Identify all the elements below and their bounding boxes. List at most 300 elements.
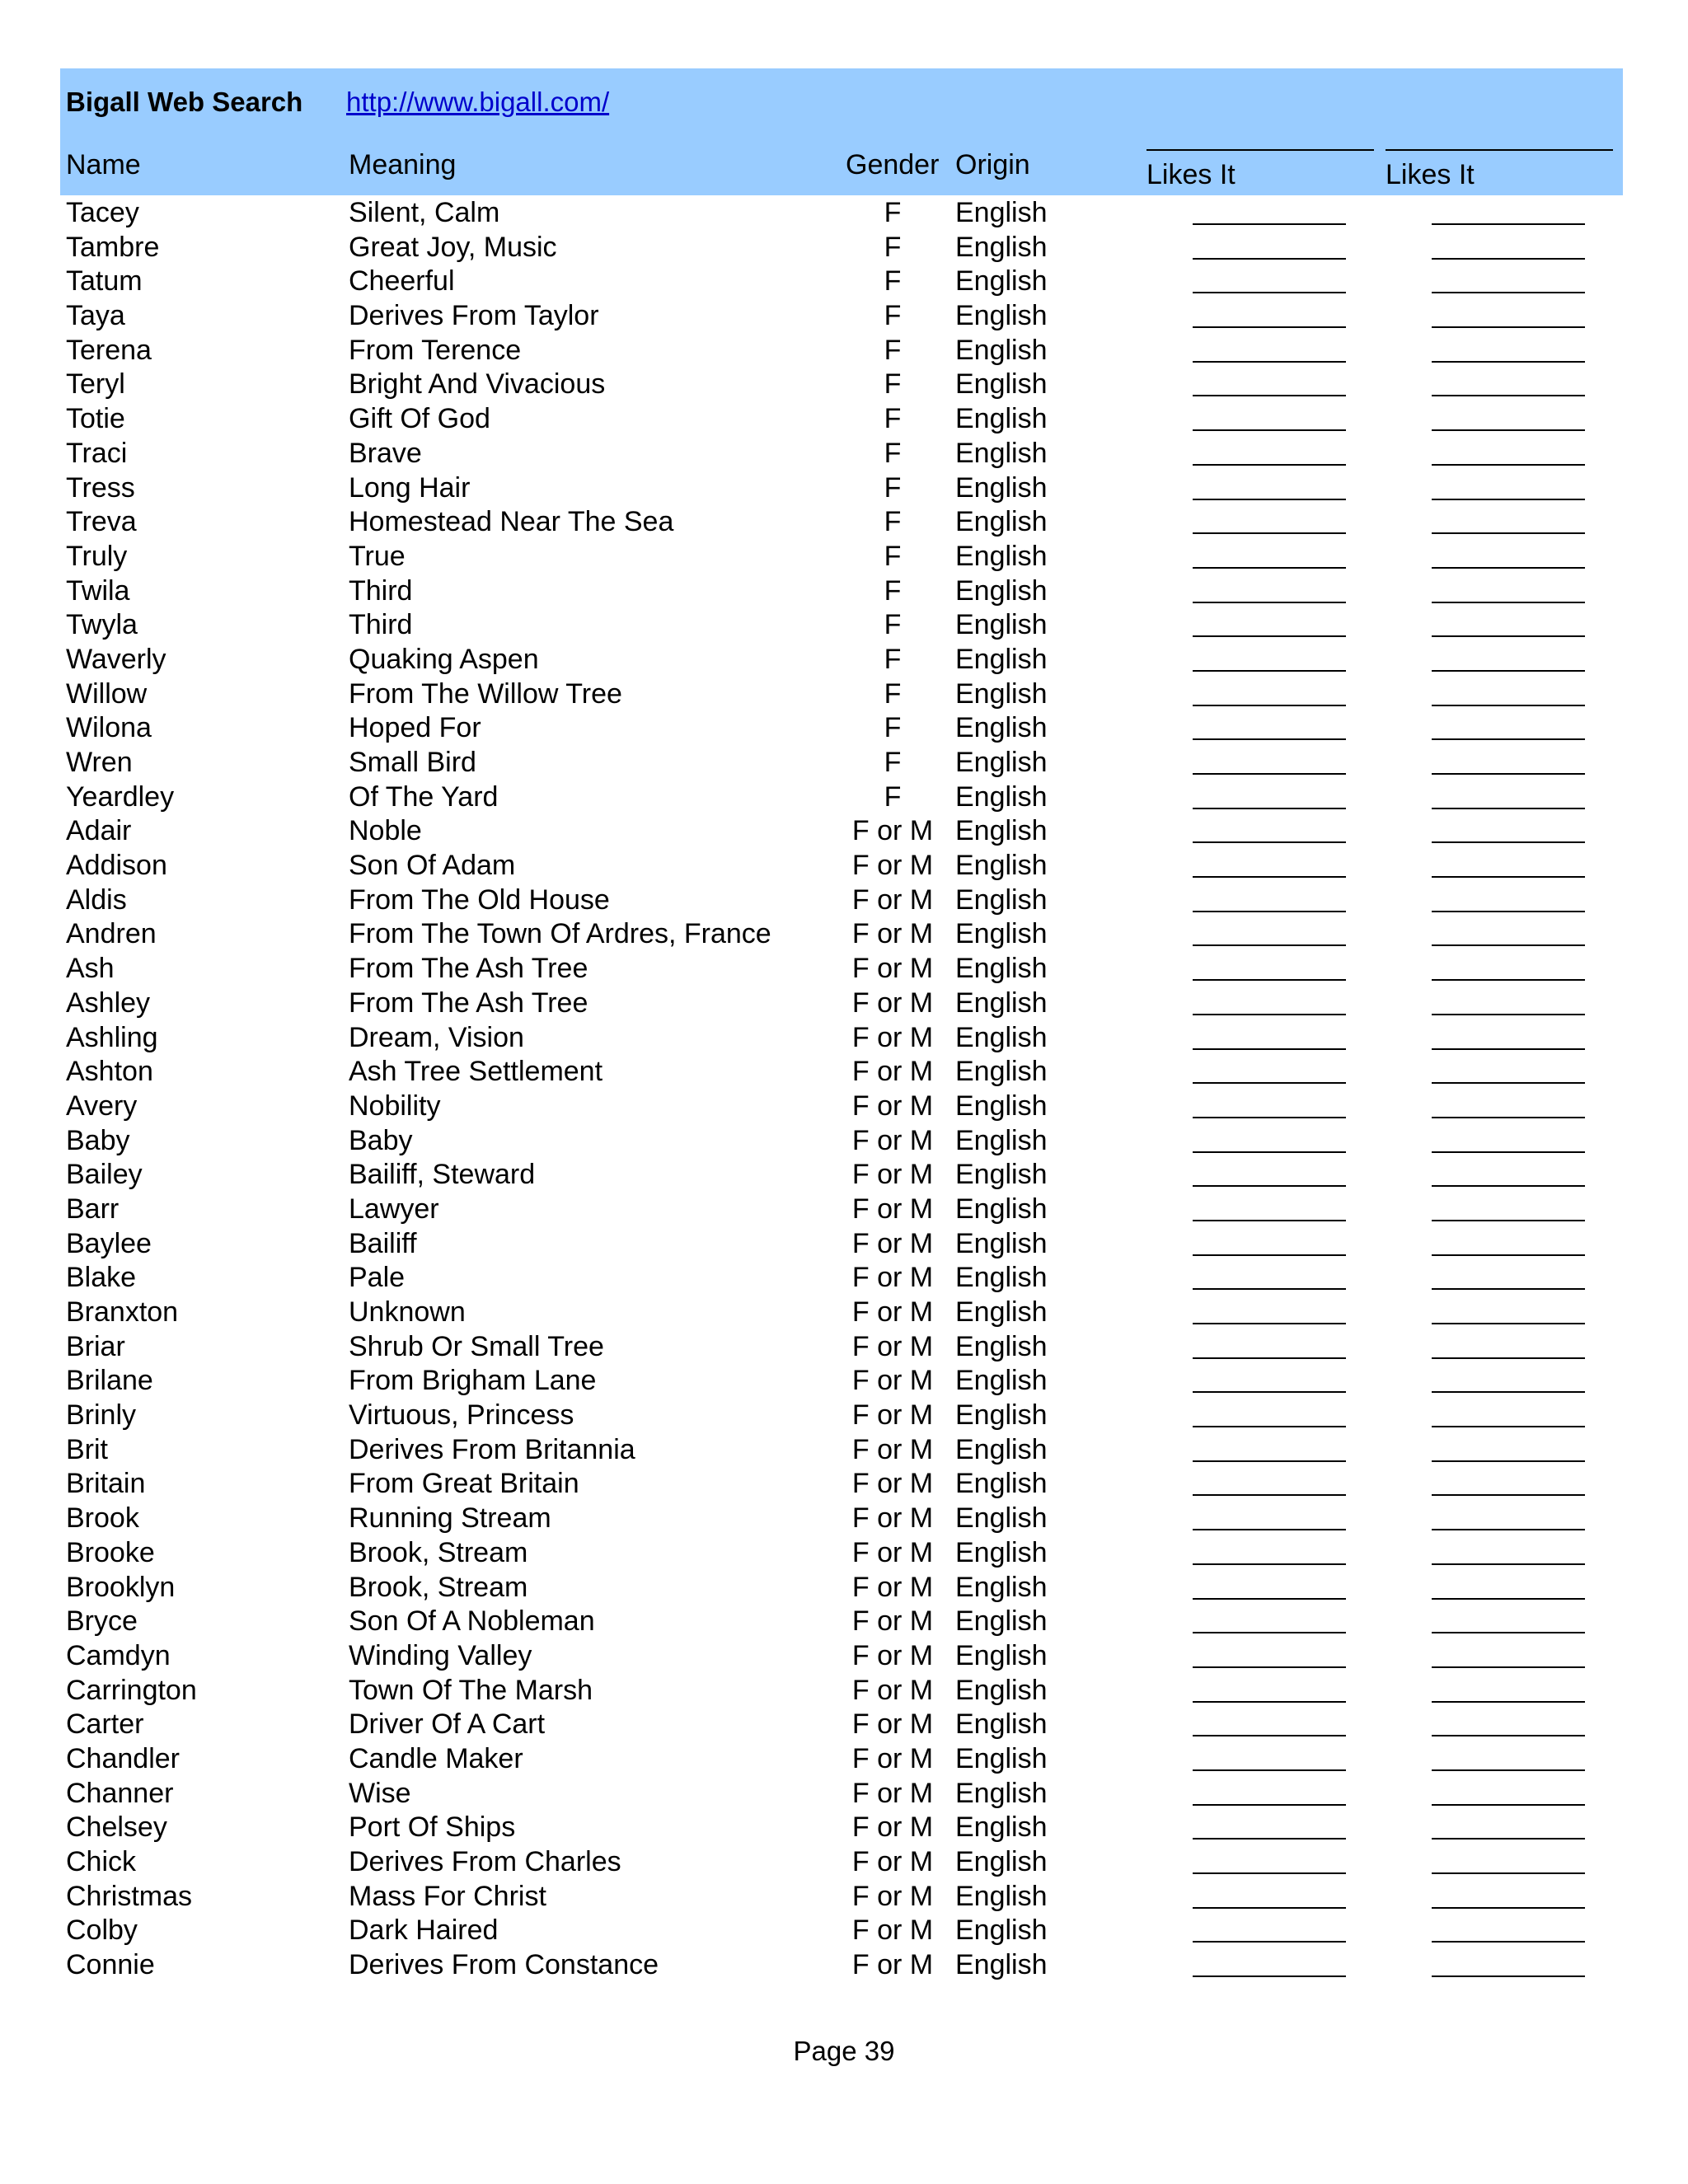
table-row — [0, 1948, 1688, 1983]
meaning-cell: Derives From Charles — [349, 1846, 621, 1877]
likes-it-blank-1[interactable] — [1193, 1563, 1346, 1565]
table-row — [0, 1502, 1688, 1536]
table-row — [0, 1193, 1688, 1227]
gender-cell: F or M — [851, 1880, 934, 1912]
name-cell: Andren — [66, 918, 157, 950]
gender-cell: F or M — [851, 1468, 934, 1500]
gender-cell: F or M — [851, 815, 934, 847]
likes-it-blank-1[interactable] — [1193, 1907, 1346, 1909]
name-cell: Chelsey — [66, 1811, 167, 1844]
gender-cell: F — [884, 643, 902, 675]
name-cell: Bailey — [66, 1159, 143, 1191]
meaning-cell: Small Bird — [349, 747, 476, 778]
likes-it-blank-2[interactable] — [1432, 1941, 1585, 1943]
origin-cell: English — [955, 918, 1048, 950]
origin-cell: English — [955, 506, 1048, 538]
name-cell: Aldis — [66, 883, 127, 916]
meaning-cell: Ash Tree Settlement — [349, 1056, 603, 1088]
name-cell: Barr — [66, 1193, 120, 1225]
meaning-cell: Son Of A Nobleman — [349, 1605, 595, 1638]
name-cell: Blake — [66, 1262, 137, 1294]
meaning-cell: Dark Haired — [349, 1915, 499, 1947]
origin-cell: English — [955, 1708, 1048, 1741]
likes-it-blank-2[interactable] — [1432, 602, 1585, 603]
origin-cell: English — [955, 677, 1048, 710]
name-cell: Branxton — [66, 1296, 179, 1328]
meaning-cell: Derives From Taylor — [349, 300, 599, 332]
likes-it-blank-2[interactable] — [1432, 808, 1585, 809]
likes-it-blank-1[interactable] — [1193, 1804, 1346, 1806]
likes-it-blank-2[interactable] — [1432, 705, 1585, 706]
origin-cell: English — [955, 747, 1048, 778]
likes-it-blank-2[interactable] — [1432, 1529, 1585, 1530]
name-cell: Yeardley — [66, 780, 175, 813]
likes-it-blank-1[interactable] — [1193, 1117, 1346, 1118]
likes-it-blank-1[interactable] — [1193, 602, 1346, 603]
likes-it-blank-1[interactable] — [1193, 1529, 1346, 1530]
gender-cell: F — [884, 609, 902, 641]
gender-cell: F or M — [851, 1811, 934, 1844]
name-cell: Chick — [66, 1846, 137, 1877]
origin-cell: English — [955, 1846, 1048, 1877]
likes-it-blank-1[interactable] — [1193, 1838, 1346, 1840]
table-row — [0, 1742, 1688, 1777]
likes-it-blank-2[interactable] — [1432, 1220, 1585, 1221]
name-cell: Camdyn — [66, 1639, 171, 1671]
table-row — [0, 1021, 1688, 1056]
table-row — [0, 1880, 1688, 1915]
likes-it-blank-2[interactable] — [1432, 1082, 1585, 1084]
likes-it-blank-2[interactable] — [1432, 223, 1585, 225]
gender-cell: F — [884, 574, 902, 607]
meaning-cell: Long Hair — [349, 471, 471, 504]
table-row — [0, 917, 1688, 952]
meaning-cell: From The Town Of Ardres, France — [349, 918, 771, 950]
table-row — [0, 849, 1688, 883]
likes-it-blank-2[interactable] — [1432, 635, 1585, 637]
gender-cell: F — [884, 300, 902, 332]
likes-it-blank-1[interactable] — [1193, 1494, 1346, 1496]
gender-cell: F — [884, 437, 902, 469]
origin-cell: English — [955, 1502, 1048, 1535]
likes-it-blank-2[interactable] — [1432, 1048, 1585, 1050]
name-cell: Tress — [66, 471, 135, 504]
gender-cell: F or M — [851, 1399, 934, 1432]
name-cell: Tacey — [66, 197, 139, 228]
gender-cell: F or M — [851, 1777, 934, 1809]
meaning-cell: Baby — [349, 1124, 413, 1156]
gender-cell: F — [884, 265, 902, 298]
gender-cell: F or M — [851, 883, 934, 916]
gender-cell: F or M — [851, 1193, 934, 1225]
origin-cell: English — [955, 437, 1048, 469]
gender-cell: F or M — [851, 1056, 934, 1088]
likes-it-blank-2[interactable] — [1432, 292, 1585, 293]
table-row — [0, 231, 1688, 265]
gender-cell: F or M — [851, 850, 934, 882]
name-cell: Treva — [66, 506, 137, 538]
table-row — [0, 1639, 1688, 1674]
likes-it-blank-1[interactable] — [1193, 223, 1346, 225]
meaning-cell: Derives From Constance — [349, 1949, 659, 1981]
likes-it-blank-1[interactable] — [1193, 258, 1346, 260]
table-row — [0, 574, 1688, 609]
likes-it-blank-1[interactable] — [1193, 292, 1346, 293]
table-row — [0, 814, 1688, 849]
likes-it-blank-1[interactable] — [1193, 1185, 1346, 1187]
table-row — [0, 1399, 1688, 1433]
name-cell: Baby — [66, 1124, 130, 1156]
likes-it-blank-1[interactable] — [1193, 1872, 1346, 1874]
meaning-cell: Virtuous, Princess — [349, 1399, 574, 1432]
origin-cell: English — [955, 953, 1048, 985]
meaning-cell: Driver Of A Cart — [349, 1708, 546, 1741]
likes-it-blank-1[interactable] — [1193, 1391, 1346, 1393]
table-row — [0, 505, 1688, 540]
meaning-cell: Bailiff — [349, 1227, 417, 1259]
gender-cell: F or M — [851, 1742, 934, 1774]
likes-it-blank-2[interactable] — [1432, 1838, 1585, 1840]
origin-cell: English — [955, 1639, 1048, 1671]
likes-it-blank-1[interactable] — [1193, 738, 1346, 740]
gender-cell: F or M — [851, 1571, 934, 1603]
origin-cell: English — [955, 1811, 1048, 1844]
table-row — [0, 1364, 1688, 1399]
likes-it-blank-2[interactable] — [1432, 1014, 1585, 1015]
meaning-cell: Cheerful — [349, 265, 455, 298]
likes-it-blank-1[interactable] — [1193, 1941, 1346, 1943]
gender-cell: F or M — [851, 1536, 934, 1568]
likes-it-blank-1[interactable] — [1193, 670, 1346, 672]
origin-cell: English — [955, 1777, 1048, 1809]
meaning-cell: Great Joy, Music — [349, 231, 557, 263]
name-cell: Christmas — [66, 1880, 193, 1912]
likes-it-blank-2[interactable] — [1432, 1735, 1585, 1736]
likes-it-blank-2[interactable] — [1432, 1323, 1585, 1324]
column-header-meaning: Meaning — [349, 149, 457, 180]
name-cell: Chandler — [66, 1742, 180, 1774]
table-row — [0, 1433, 1688, 1468]
meaning-cell: From The Ash Tree — [349, 953, 588, 985]
meaning-cell: Dream, Vision — [349, 1021, 524, 1053]
table-row — [0, 1330, 1688, 1365]
likes-it-blank-1[interactable] — [1193, 1220, 1346, 1221]
column-header-name: Name — [66, 149, 141, 180]
likes-it-blank-2[interactable] — [1432, 1598, 1585, 1600]
table-row — [0, 1090, 1688, 1124]
meaning-cell: Winding Valley — [349, 1639, 532, 1671]
likes-it-blank-1[interactable] — [1193, 1632, 1346, 1633]
signature-line — [1146, 149, 1374, 151]
table-row — [0, 368, 1688, 402]
meaning-cell: Hoped For — [349, 712, 481, 744]
column-header-likes-1 — [1146, 159, 1236, 191]
likes-it-blank-2[interactable] — [1432, 1494, 1585, 1496]
origin-cell: English — [955, 1262, 1048, 1294]
likes-it-blank-1[interactable] — [1193, 1735, 1346, 1736]
name-cell: Britain — [66, 1468, 146, 1500]
origin-cell: English — [955, 1193, 1048, 1225]
meaning-cell: Lawyer — [349, 1193, 439, 1225]
name-cell: Brooklyn — [66, 1571, 176, 1603]
likes-it-blank-1[interactable] — [1193, 1598, 1346, 1600]
gender-cell: F — [884, 506, 902, 538]
origin-cell: English — [955, 712, 1048, 744]
likes-it-blank-2[interactable] — [1432, 499, 1585, 500]
table-row — [0, 677, 1688, 712]
origin-cell: English — [955, 1124, 1048, 1156]
likes-it-blank-2[interactable] — [1432, 911, 1585, 912]
origin-cell: English — [955, 368, 1048, 401]
likes-it-blank-2[interactable] — [1432, 841, 1585, 843]
likes-it-blank-2[interactable] — [1432, 1632, 1585, 1633]
meaning-cell: Town Of The Marsh — [349, 1674, 593, 1706]
meaning-cell: Silent, Calm — [349, 197, 500, 228]
table-row — [0, 1261, 1688, 1296]
likes-it-blank-2[interactable] — [1432, 738, 1585, 740]
origin-cell: English — [955, 643, 1048, 675]
gender-cell: F or M — [851, 987, 934, 1019]
likes-it-blank-2[interactable] — [1432, 1769, 1585, 1771]
table-row — [0, 1708, 1688, 1742]
table-row — [0, 265, 1688, 299]
origin-cell: English — [955, 1571, 1048, 1603]
likes-it-blank-1[interactable] — [1193, 395, 1346, 396]
origin-cell: English — [955, 574, 1048, 607]
likes-it-blank-1[interactable] — [1193, 532, 1346, 534]
likes-it-blank-2[interactable] — [1432, 1151, 1585, 1153]
meaning-cell: Shrub Or Small Tree — [349, 1330, 604, 1362]
column-header-origin: Origin — [955, 149, 1030, 180]
origin-cell: English — [955, 609, 1048, 641]
column-header-gender: Gender — [846, 149, 940, 180]
table-row — [0, 1914, 1688, 1948]
meaning-cell: Mass For Christ — [349, 1880, 546, 1912]
gender-cell: F — [884, 231, 902, 263]
table-row — [0, 1158, 1688, 1193]
name-cell: Carter — [66, 1708, 144, 1741]
likes-it-blank-2[interactable] — [1432, 1563, 1585, 1565]
origin-cell: English — [955, 1915, 1048, 1947]
meaning-cell: True — [349, 540, 406, 572]
gender-cell: F — [884, 471, 902, 504]
meaning-cell: Homestead Near The Sea — [349, 506, 674, 538]
name-cell: Ashton — [66, 1056, 153, 1088]
likes-it-blank-1[interactable] — [1193, 429, 1346, 431]
likes-it-blank-2[interactable] — [1432, 532, 1585, 534]
likes-it-blank-2[interactable] — [1432, 979, 1585, 981]
likes-it-blank-1[interactable] — [1193, 1666, 1346, 1668]
likes-it-blank-2[interactable] — [1432, 1185, 1585, 1187]
likes-it-blank-1[interactable] — [1193, 1014, 1346, 1015]
table-row — [0, 1845, 1688, 1880]
likes-it-blank-1[interactable] — [1193, 1426, 1346, 1427]
gender-cell: F or M — [851, 1296, 934, 1328]
likes-it-blank-1[interactable] — [1193, 326, 1346, 328]
name-cell: Connie — [66, 1949, 155, 1981]
origin-cell: English — [955, 815, 1048, 847]
origin-cell: English — [955, 1330, 1048, 1362]
likes-it-blank-2[interactable] — [1432, 1426, 1585, 1427]
gender-cell: F — [884, 780, 902, 813]
origin-cell: English — [955, 850, 1048, 882]
name-cell: Tambre — [66, 231, 160, 263]
likes-it-blank-1[interactable] — [1193, 911, 1346, 912]
likes-it-blank-2[interactable] — [1432, 876, 1585, 878]
likes-it-blank-1[interactable] — [1193, 1769, 1346, 1771]
meaning-cell: From The Willow Tree — [349, 677, 622, 710]
likes-it-blank-1[interactable] — [1193, 499, 1346, 500]
likes-it-blank-1[interactable] — [1193, 1151, 1346, 1153]
name-cell: Briar — [66, 1330, 125, 1362]
column-header-likes-2 — [1386, 159, 1475, 191]
table-row — [0, 1605, 1688, 1639]
table-header-band — [60, 68, 1623, 195]
likes-it-blank-2[interactable] — [1432, 1975, 1585, 1977]
table-row — [0, 780, 1688, 815]
likes-it-blank-2[interactable] — [1432, 429, 1585, 431]
likes-it-blank-2[interactable] — [1432, 1804, 1585, 1806]
table-row — [0, 1124, 1688, 1159]
name-cell: Addison — [66, 850, 167, 882]
origin-cell: English — [955, 1536, 1048, 1568]
likes-it-blank-1[interactable] — [1193, 1048, 1346, 1050]
likes-it-blank-2[interactable] — [1432, 1907, 1585, 1909]
likes-it-blank-2[interactable] — [1432, 944, 1585, 946]
likes-it-blank-1[interactable] — [1193, 1288, 1346, 1290]
gender-cell: F — [884, 747, 902, 778]
origin-cell: English — [955, 1159, 1048, 1191]
likes-it-blank-2[interactable] — [1432, 670, 1585, 672]
table-row — [0, 608, 1688, 643]
likes-it-blank-2[interactable] — [1432, 1460, 1585, 1462]
likes-it-blank-2[interactable] — [1432, 1254, 1585, 1256]
name-cell: Brilane — [66, 1365, 153, 1397]
page-number: Page 39 — [793, 2036, 895, 2066]
likes-it-blank-2[interactable] — [1432, 1666, 1585, 1668]
name-cell: Bryce — [66, 1605, 138, 1638]
origin-cell: English — [955, 883, 1048, 916]
table-row — [0, 1811, 1688, 1845]
meaning-cell: From Terence — [349, 334, 522, 366]
origin-cell: English — [955, 780, 1048, 813]
gender-cell: F or M — [851, 1915, 934, 1947]
likes-it-blank-1[interactable] — [1193, 944, 1346, 946]
origin-cell: English — [955, 1056, 1048, 1088]
likes-it-blank-2[interactable] — [1432, 773, 1585, 775]
likes-it-blank-2[interactable] — [1432, 1357, 1585, 1359]
likes-it-blank-1[interactable] — [1193, 773, 1346, 775]
meaning-cell: Running Stream — [349, 1502, 551, 1535]
likes-it-blank-1[interactable] — [1193, 1254, 1346, 1256]
meaning-cell: Of The Yard — [349, 780, 499, 813]
likes-it-blank-2[interactable] — [1432, 1701, 1585, 1703]
meaning-cell: Wise — [349, 1777, 411, 1809]
gender-cell: F or M — [851, 1502, 934, 1535]
table-row — [0, 1227, 1688, 1262]
gender-cell: F — [884, 334, 902, 366]
table-row — [0, 883, 1688, 918]
gender-cell: F or M — [851, 1124, 934, 1156]
name-cell: Brooke — [66, 1536, 155, 1568]
meaning-cell: Nobility — [349, 1090, 441, 1122]
meaning-cell: Pale — [349, 1262, 406, 1294]
likes-it-blank-1[interactable] — [1193, 1460, 1346, 1462]
likes-it-blank-1[interactable] — [1193, 1323, 1346, 1324]
likes-it-blank-1[interactable] — [1193, 361, 1346, 363]
gender-cell: F — [884, 540, 902, 572]
likes-it-blank-2[interactable] — [1432, 464, 1585, 466]
meaning-cell: Son Of Adam — [349, 850, 516, 882]
name-cell: Twyla — [66, 609, 138, 641]
name-cell: Ashley — [66, 987, 151, 1019]
likes-it-blank-2[interactable] — [1432, 395, 1585, 396]
origin-cell: English — [955, 1742, 1048, 1774]
site-link[interactable]: http://www.bigall.com/ — [346, 87, 610, 117]
table-row — [0, 1777, 1688, 1811]
name-cell: Colby — [66, 1915, 138, 1947]
name-cell: Tatum — [66, 265, 143, 298]
name-cell: Brinly — [66, 1399, 137, 1432]
origin-cell: English — [955, 1468, 1048, 1500]
gender-cell: F or M — [851, 1090, 934, 1122]
origin-cell: English — [955, 231, 1048, 263]
likes-it-blank-1[interactable] — [1193, 705, 1346, 706]
likes-it-blank-1[interactable] — [1193, 464, 1346, 466]
origin-cell: English — [955, 1365, 1048, 1397]
gender-cell: F or M — [851, 1605, 934, 1638]
origin-cell: English — [955, 403, 1048, 435]
likes-it-blank-2[interactable] — [1432, 1117, 1585, 1118]
likes-it-blank-1[interactable] — [1193, 567, 1346, 569]
likes-it-blank-1[interactable] — [1193, 876, 1346, 878]
name-cell: Truly — [66, 540, 128, 572]
likes-it-blank-2[interactable] — [1432, 326, 1585, 328]
table-row — [0, 711, 1688, 746]
likes-it-blank-1[interactable] — [1193, 635, 1346, 637]
likes-it-blank-1[interactable] — [1193, 979, 1346, 981]
gender-cell: F — [884, 712, 902, 744]
likes-it-blank-1[interactable] — [1193, 808, 1346, 809]
table-row — [0, 402, 1688, 437]
gender-cell: F or M — [851, 1021, 934, 1053]
gender-cell: F or M — [851, 1330, 934, 1362]
likes-it-blank-1[interactable] — [1193, 1357, 1346, 1359]
likes-it-blank-1[interactable] — [1193, 1975, 1346, 1977]
likes-it-blank-2[interactable] — [1432, 1872, 1585, 1874]
meaning-cell: From Brigham Lane — [349, 1365, 597, 1397]
table-row — [0, 643, 1688, 677]
gender-cell: F — [884, 368, 902, 401]
likes-it-blank-2[interactable] — [1432, 567, 1585, 569]
likes-it-blank-2[interactable] — [1432, 361, 1585, 363]
likes-it-blank-1[interactable] — [1193, 841, 1346, 843]
table-row — [0, 334, 1688, 368]
meaning-cell: Third — [349, 574, 413, 607]
name-cell: Brit — [66, 1433, 108, 1465]
likes-it-blank-2[interactable] — [1432, 258, 1585, 260]
name-cell: Ashling — [66, 1021, 158, 1053]
table-row — [0, 746, 1688, 780]
meaning-cell: Unknown — [349, 1296, 466, 1328]
likes-it-blank-1[interactable] — [1193, 1701, 1346, 1703]
signature-line — [1386, 149, 1613, 151]
table-row — [0, 437, 1688, 471]
origin-cell: English — [955, 1949, 1048, 1981]
likes-it-blank-1[interactable] — [1193, 1082, 1346, 1084]
likes-it-blank-2[interactable] — [1432, 1288, 1585, 1290]
likes-it-blank-2[interactable] — [1432, 1391, 1585, 1393]
